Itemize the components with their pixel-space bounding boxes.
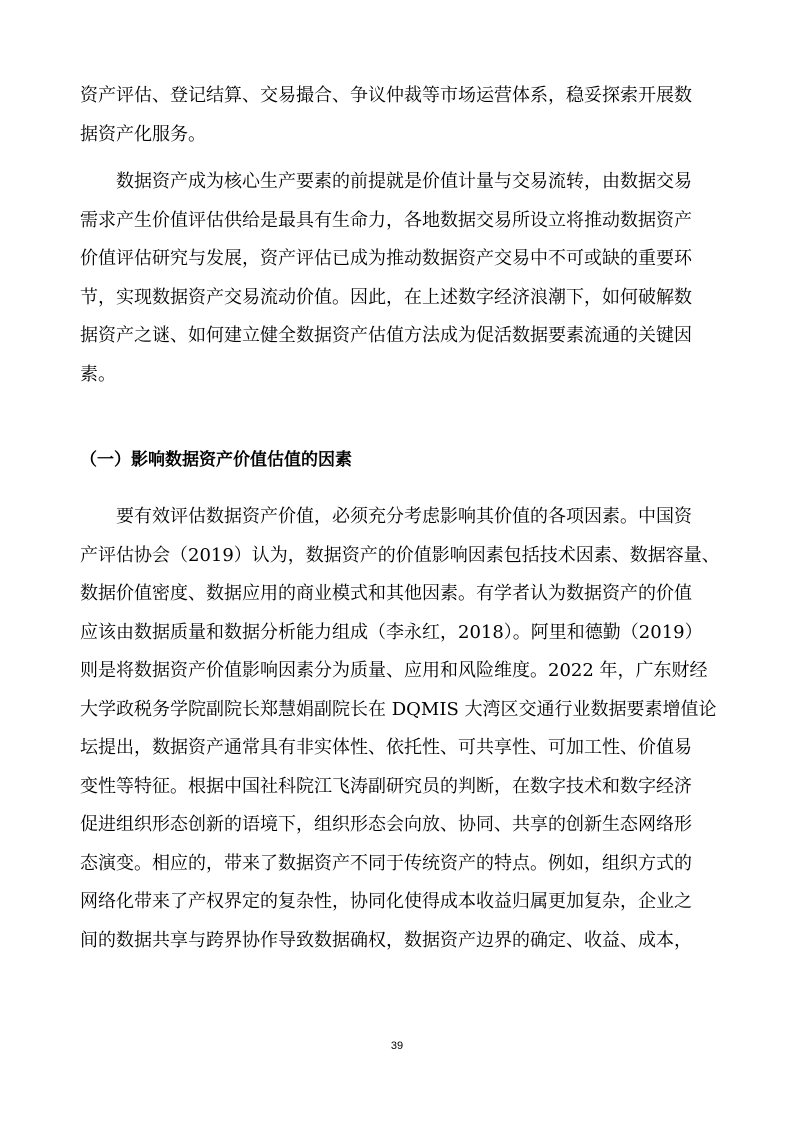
text-line: 据资产之谜、如何建立健全数据资产估值方法成为促活数据要素流通的关键因: [80, 325, 692, 346]
text-line: 资产评估、登记结算、交易撮合、争议仲裁等市场运营体系，稳妥探索开展数: [80, 85, 692, 106]
text-line: 价值评估研究与发展，资产评估已成为推动数据资产交易中不可或缺的重要环: [80, 248, 692, 269]
text-line: 态演变。相应的，带来了数据资产不同于传统资产的特点。例如，组织方式的: [80, 852, 692, 874]
text-line: 网络化带来了产权界定的复杂性，协同化使得成本收益归属更加复杂，企业之: [80, 891, 692, 912]
text-line: 节，实现数据资产交易流动价值。因此，在上述数字经济浪潮下，如何破解数: [80, 286, 692, 308]
text-line: 数据资产成为核心生产要素的前提就是价值计量与交易流转，由数据交易: [80, 171, 692, 192]
text-line: 则是将数据资产价值影响因素分为质量、应用和风险维度。2022 年，广东财经: [80, 660, 708, 681]
text-line: 变性等特征。根据中国社科院江飞涛副研究员的判断，在数字技术和数字经济: [80, 775, 692, 797]
text-line: 据资产化服务。: [80, 123, 206, 145]
section-heading: （一）影响数据资产价值估值的因素: [80, 450, 352, 470]
text-line: 坛提出，数据资产通常具有非实体性、依托性、可共享性、可加工性、价值易: [80, 737, 692, 758]
text-line: 需求产生价值评估供给是最具有生命力，各地数据交易所设立将推动数据资产: [80, 209, 692, 231]
text-line: 要有效评估数据资产价值，必须充分考虑影响其价值的各项因素。中国资: [80, 506, 692, 527]
text-line: 大学政税务学院副院长郑慧娟副院长在 DQMIS 大湾区交通行业数据要素增值论: [80, 698, 717, 720]
text-line: 促进组织形态创新的语境下，组织形态会向放、协同、共享的创新生态网络形: [80, 814, 692, 835]
paragraph-continuation: [80, 77, 720, 154]
text-line: 素。: [80, 363, 116, 385]
text-line: 数据价值密度、数据应用的商业模式和其他因素。有学者认为数据资产的价值: [80, 583, 692, 604]
text-line: 应该由数据质量和数据分析能力组成（李永红，2018）。阿里和德勤（2019）: [80, 621, 703, 643]
text-line: 间的数据共享与跨界协作导致数据确权，数据资产边界的确定、收益、成本，: [80, 929, 692, 951]
paragraph-value-factors: [80, 498, 720, 960]
text-line: 产评估协会（2019）认为，数据资产的价值影响因素包括技术因素、数据容量、: [80, 544, 720, 566]
page-number: 39: [390, 1040, 404, 1052]
paragraph-data-asset-prerequisite: [80, 163, 720, 394]
